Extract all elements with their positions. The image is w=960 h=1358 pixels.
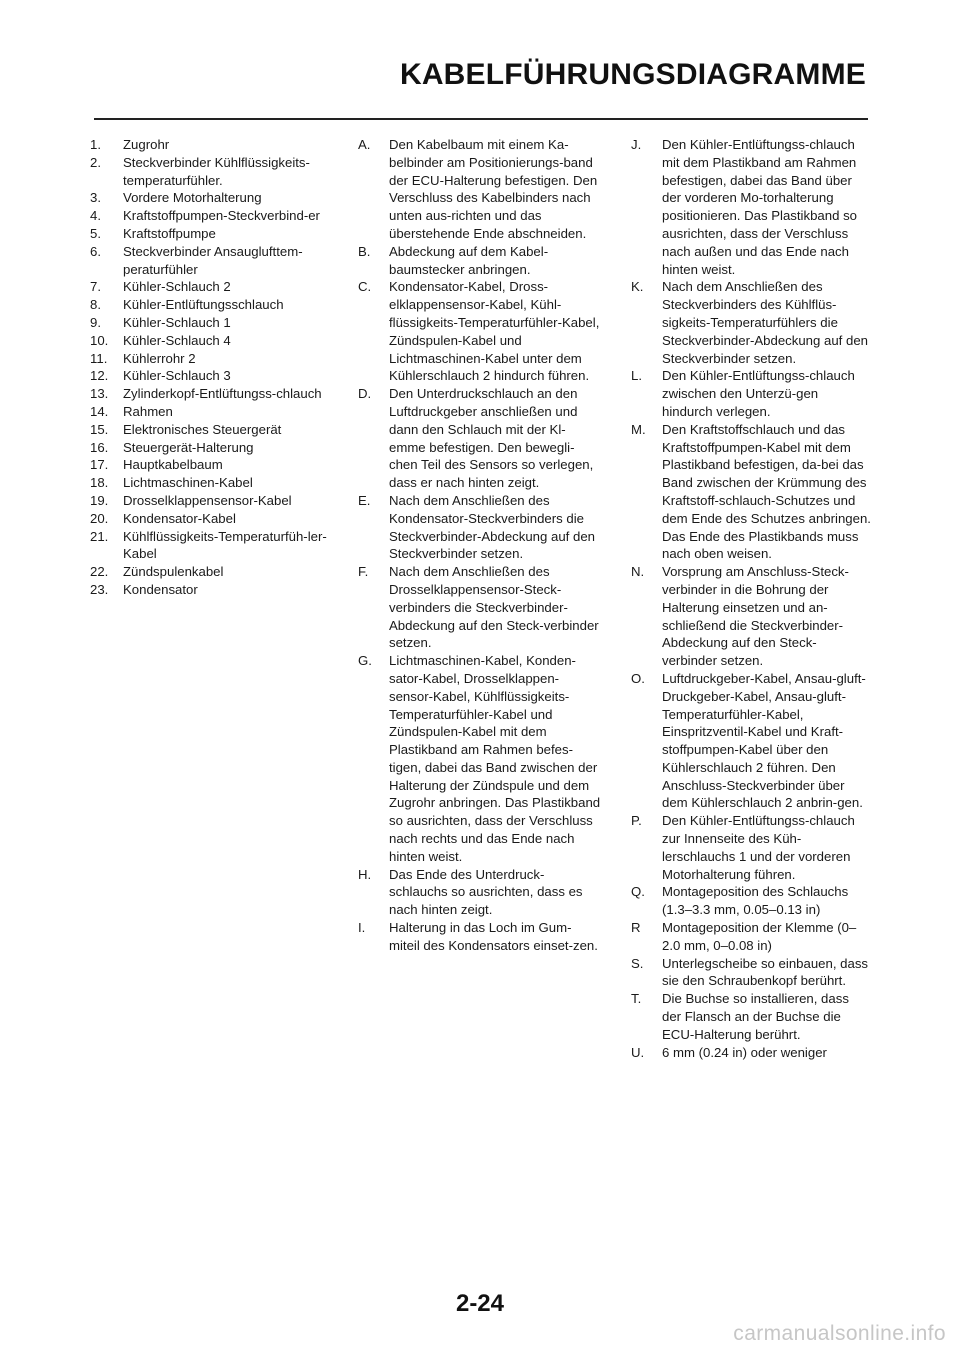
item-text: Die Buchse so installieren, dass der Flansch an der Buchse die ECU-Halterung berührt. — [662, 991, 849, 1042]
item-text: Den Kabelbaum mit einem Ka-belbinder am Positionierungs-band der ECU-Halterung befestigen. Den Verschluss des Kabelbinders nach unten aus-richten und das überstehende Ende abschneiden. — [389, 137, 598, 241]
list-item — [631, 278, 871, 367]
list-item — [631, 812, 871, 883]
item-text: Kondensator-Kabel, Dross-elklappensensor-Kabel, Kühl-flüssigkeits-Temperaturfühler-Kabel, Zündspulen-Kabel und Lichtmaschinen-Kabel unter dem Kühlerschlauch 2 hindurch führen. — [389, 279, 600, 384]
item-marker: A. — [358, 137, 371, 152]
item-text: Montageposition der Klemme (0–2.0 mm, 0–0.08 in) — [662, 920, 857, 953]
item-text: Zugrohr — [123, 137, 170, 152]
parts-list — [90, 136, 336, 599]
item-text: Kraftstoffpumpe — [123, 225, 216, 241]
item-text: Steuergerät-Halterung — [123, 439, 254, 455]
item-marker: M. — [631, 421, 646, 437]
item-text: Steckverbinder Ansauglufttem-peraturfühler — [123, 243, 303, 277]
list-item — [90, 563, 336, 581]
item-text: Den Kraftstoffschlauch und das Kraftstoffpumpen-Kabel mit dem Plastikband befestigen, da-bei das Band zwischen der Krümmung des Kraftstoff-schlauch-Schutzes und dem Ende des Schutzes anbringen. Das Ende des Plastikbands muss nach oben weisen. — [662, 421, 871, 562]
item-marker: 10. — [90, 332, 109, 348]
list-item — [631, 367, 871, 420]
item-text: Zylinderkopf-Entlüftungss-chlauch — [123, 386, 322, 402]
item-text: Steckverbinder Kühlflüssigkeits-temperaturfühler. — [123, 154, 310, 188]
item-marker: 12. — [90, 368, 109, 384]
list-item — [90, 207, 336, 225]
list-item — [631, 919, 871, 955]
list-item — [90, 385, 336, 403]
item-text: Nach dem Anschließen des Steckverbinders des Kühlflüs-sigkeits-Temperaturfühlers die Steckverbinder-Abdeckung auf den Steckverbinder setzen. — [662, 279, 869, 366]
list-item — [631, 670, 871, 812]
list-item — [90, 154, 336, 190]
item-marker: 23. — [90, 581, 109, 597]
item-text: Kondensator — [123, 581, 198, 597]
item-marker: I. — [358, 920, 366, 936]
item-marker: 14. — [90, 403, 109, 419]
item-text: Den Kühler-Entlüftungss-chlauch mit dem Plastikband am Rahmen befestigen, dabei das Band über der vorderen Mo-torhalterung positionieren. Das Plastikband so ausrichten, dass der Verschluss nach außen und das Ende nach hinten weist. — [662, 137, 857, 277]
list-item — [631, 883, 871, 919]
list-item — [90, 403, 336, 421]
list-item — [90, 332, 336, 350]
item-marker: 5. — [90, 225, 101, 241]
item-text: Das Ende des Unterdruck-schlauchs so ausrichten, dass es nach hinten zeigt. — [389, 866, 583, 918]
list-item — [90, 314, 336, 332]
list-item — [90, 474, 336, 492]
list-item — [358, 652, 602, 866]
item-marker: 19. — [90, 492, 109, 508]
list-item — [90, 225, 336, 243]
list-item — [631, 955, 871, 991]
item-marker: C. — [358, 279, 372, 295]
item-text: Kühlerrohr 2 — [123, 350, 196, 366]
list-item — [90, 439, 336, 457]
item-marker: L. — [631, 368, 642, 384]
item-text: Vordere Motorhalterung — [123, 190, 262, 206]
item-marker: P. — [631, 813, 642, 829]
list-item — [358, 563, 602, 652]
item-marker: 16. — [90, 439, 109, 455]
item-marker: F. — [358, 564, 369, 580]
list-item — [90, 421, 336, 439]
item-marker: 3. — [90, 190, 101, 206]
list-item — [358, 243, 602, 279]
item-marker: E. — [358, 492, 371, 508]
list-item — [90, 243, 336, 279]
item-text: Zündspulenkabel — [123, 564, 224, 580]
list-item — [90, 350, 336, 368]
item-text: Nach dem Anschließen des Drosselklappensensor-Steck-verbinders die Steckverbinder-Abdeckung auf den Steck-verbinder setzen. — [389, 564, 599, 651]
page-number: 2-24 — [455, 1290, 505, 1317]
list-item — [358, 136, 602, 243]
list-item — [90, 296, 336, 314]
list-item — [631, 563, 871, 670]
item-marker: 18. — [90, 475, 109, 491]
item-marker: Q. — [631, 884, 645, 900]
item-text: Abdeckung auf dem Kabel-baumstecker anbringen. — [389, 243, 549, 277]
list-item — [631, 421, 871, 563]
list-item — [358, 492, 602, 563]
watermark: carmanualsonline.info — [733, 1322, 946, 1345]
item-marker: 15. — [90, 421, 109, 437]
item-text: Vorsprung am Anschluss-Steck-verbinder in die Bohrung der Halterung einsetzen und an-schließend die Steckverbinder-Abdeckung auf den Steck-verbinder setzen. — [662, 564, 849, 669]
item-text: Luftdruckgeber-Kabel, Ansau-gluft-Druckgeber-Kabel, Ansau-gluft-Temperaturfühler-Kabel, Einspritzventil-Kabel und Kraft-stoffpumpen-Kabel über den Kühlerschlauch 2 führen. Den Anschluss-Steckverbinder über dem Kühlerschlauch 2 anbrin-gen. — [662, 670, 866, 811]
item-text: Elektronisches Steuergerät — [123, 421, 282, 437]
list-item — [90, 136, 336, 154]
list-item — [358, 278, 602, 385]
item-text: Halterung in das Loch im Gum-miteil des Kondensators einset-zen. — [389, 920, 598, 953]
item-text: Kühler-Entlüftungsschlauch — [123, 297, 284, 313]
item-text: Drosselklappensensor-Kabel — [123, 492, 292, 508]
item-marker: T. — [631, 991, 642, 1007]
header-rule — [94, 118, 868, 120]
list-item — [90, 189, 336, 207]
item-marker: N. — [631, 564, 645, 580]
item-marker: K. — [631, 279, 644, 295]
item-text: Kühlflüssigkeits-Temperaturfüh-ler-Kabel — [123, 528, 327, 562]
list-item — [90, 367, 336, 385]
item-marker: 17. — [90, 457, 109, 473]
list-item — [90, 510, 336, 528]
item-text: Den Kühler-Entlüftungss-chlauch zwischen den Unterzü-gen hindurch verlegen. — [662, 368, 855, 419]
list-item — [631, 990, 871, 1043]
item-text: Kühler-Schlauch 2 — [123, 279, 231, 295]
item-text: Kühler-Schlauch 3 — [123, 368, 231, 384]
item-marker: 9. — [90, 314, 101, 330]
item-marker: 11. — [90, 350, 108, 366]
item-marker: S. — [631, 955, 644, 971]
item-marker: 2. — [90, 154, 101, 170]
item-marker: 21. — [90, 528, 109, 544]
list-item — [90, 581, 336, 599]
item-marker: 8. — [90, 297, 101, 313]
item-marker: D. — [358, 386, 372, 402]
notes-list-a-to-i — [358, 136, 602, 955]
notes-list-j-to-u — [631, 136, 871, 1061]
item-marker: R — [631, 920, 641, 936]
item-text: Kühler-Schlauch 4 — [123, 332, 231, 348]
item-marker: 1. — [90, 137, 101, 152]
list-item — [90, 456, 336, 474]
page-title: KABELFÜHRUNGSDIAGRAMME — [399, 58, 866, 91]
item-text: Hauptkabelbaum — [123, 457, 223, 473]
list-item — [631, 1044, 871, 1062]
item-text: Kühler-Schlauch 1 — [123, 314, 231, 330]
item-marker: 22. — [90, 564, 109, 580]
list-item — [631, 136, 871, 278]
item-text: Den Unterdruckschlauch an den Luftdruckgeber anschließen und dann den Schlauch mit der Kl-emme befestigen. Den bewegli-chen Teil des Sensors so verlegen, dass er nach hinten zeigt. — [389, 386, 594, 491]
item-text: Kondensator-Kabel — [123, 510, 236, 526]
item-marker: 7. — [90, 279, 101, 295]
list-item — [90, 492, 336, 510]
list-item — [90, 278, 336, 296]
item-text: Den Kühler-Entlüftungss-chlauch zur Innenseite des Küh-lerschlauchs 1 und der vorderen Motorhalterung führen. — [662, 813, 855, 882]
item-marker: 4. — [90, 208, 101, 224]
list-item — [358, 866, 602, 919]
list-item — [358, 385, 602, 492]
item-text: Lichtmaschinen-Kabel — [123, 475, 253, 491]
item-marker: B. — [358, 243, 371, 259]
item-marker: 13. — [90, 386, 109, 402]
item-text: Unterlegscheibe so einbauen, dass sie den Schraubenkopf berührt. — [662, 955, 869, 989]
item-marker: 6. — [90, 243, 101, 259]
item-text: Kraftstoffpumpen-Steckverbind-er — [123, 208, 320, 224]
item-text: Lichtmaschinen-Kabel, Konden-sator-Kabel, Drosselklappen-sensor-Kabel, Kühlflüssigkeits-Temperaturfühler-Kabel und Zündspulen-Kabel mit dem Plastikband am Rahmen befes-tigen, dabei das Band zwischen der Halterung der Zündspule und dem Zugrohr anbringen. Das Plastikband so ausrichten, dass der Verschluss nach rechts und das Ende nach hinten weist. — [389, 653, 601, 864]
item-text: Montageposition des Schlauchs (1.3–3.3 mm, 0.05–0.13 in) — [662, 884, 849, 918]
item-marker: H. — [358, 866, 372, 882]
item-marker: U. — [631, 1044, 645, 1060]
item-text: Rahmen — [123, 403, 173, 419]
list-item — [358, 919, 602, 955]
item-text: 6 mm (0.24 in) oder weniger — [662, 1044, 827, 1060]
item-marker: G. — [358, 653, 372, 669]
item-marker: J. — [631, 137, 642, 152]
item-text: Nach dem Anschließen des Kondensator-Steckverbinders die Steckverbinder-Abdeckung auf den Steckverbinder setzen. — [389, 492, 596, 562]
item-marker: O. — [631, 670, 645, 686]
list-item — [90, 528, 336, 564]
item-marker: 20. — [90, 510, 109, 526]
